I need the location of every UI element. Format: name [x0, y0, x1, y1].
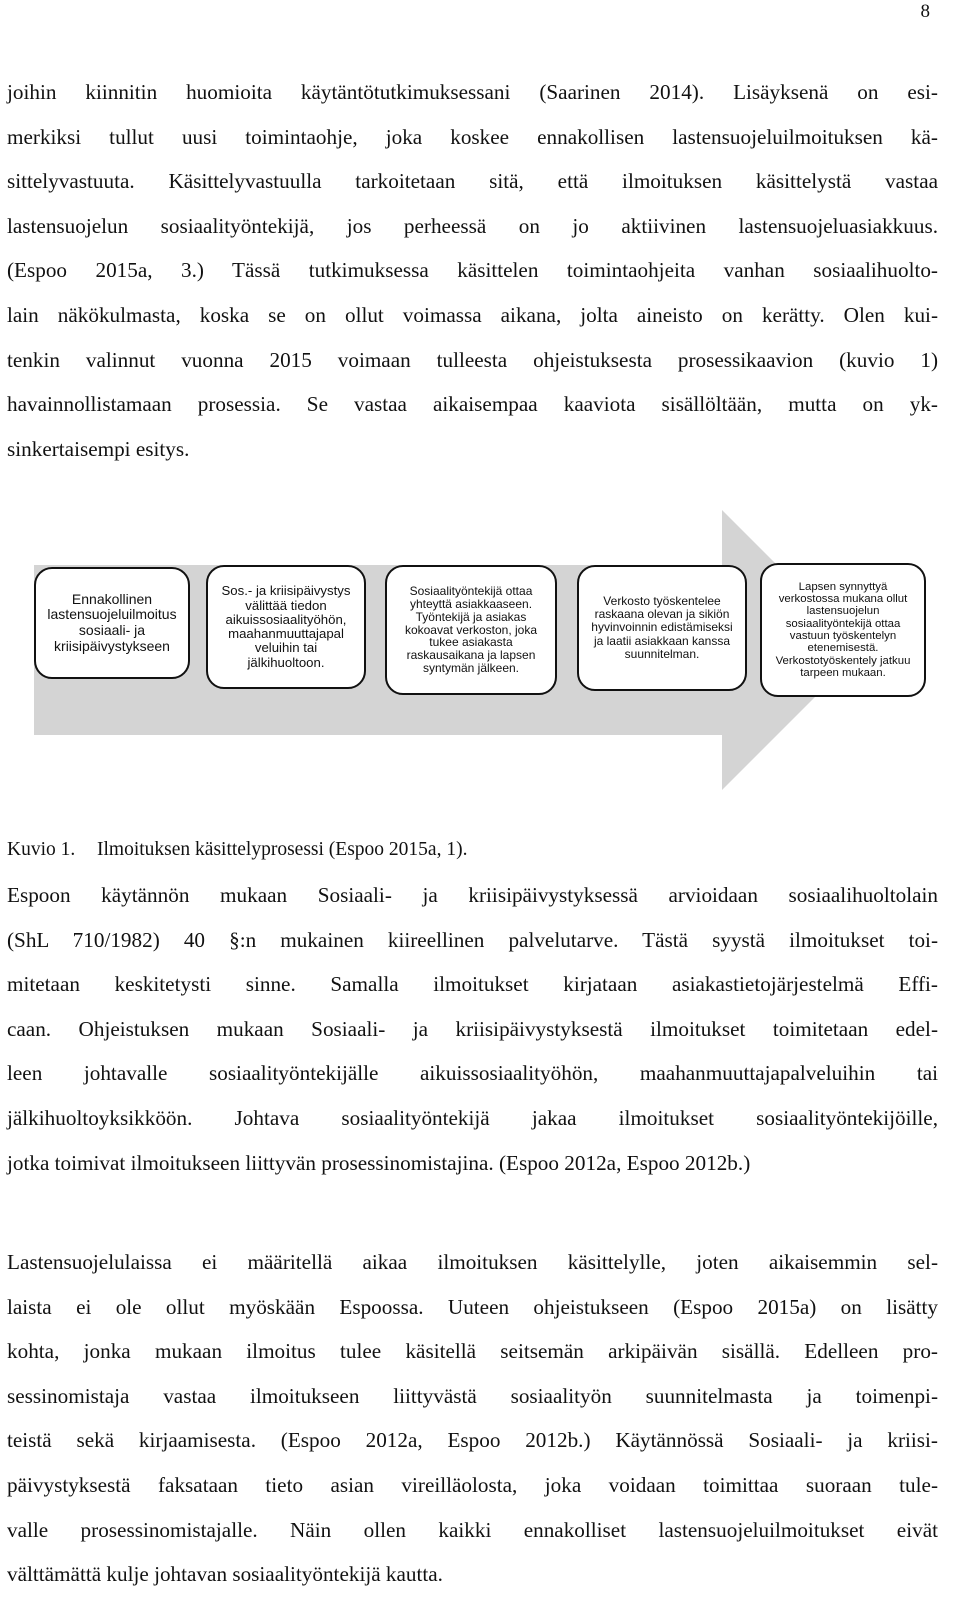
text-line: välttämättä kulje johtavan sosiaalityöntekijä kautta. — [7, 1562, 443, 1587]
text-line: merkiksi tullut uusi toimintaohje, joka koskee ennakollisen lastensuojeluilmoituksen kä- — [7, 124, 938, 149]
process-step-4 — [577, 565, 747, 691]
process-step-1 — [34, 567, 190, 679]
process-diagram — [0, 510, 960, 790]
process-step-1-text: Ennakollinen lastensuojeluilmoitus sosiaali- ja kriisipäivystykseen — [47, 590, 177, 654]
process-step-5-text: Lapsen synnyttyä verkostossa mukana ollut lastensuojelun sosiaalityöntekijä ottaa vastuun työskentelyn etenemisestä. Verkostotyöskentely jatkuu tarpeen mukaan. — [775, 580, 911, 679]
text-line: caan. Ohjeistuksen mukaan Sosiaali- ja kriisipäivystyksestä ilmoitukset toimitetaan edel- — [7, 1016, 938, 1041]
process-step-3 — [385, 565, 557, 695]
figure-caption-label: Kuvio 1. — [7, 839, 76, 860]
process-step-4-text: Verkosto työskentelee raskaana olevan ja sikiön hyvinvoinnin edistämiseksi ja laatii asiakkaan kanssa suunnitelman. — [591, 594, 733, 661]
figure-caption-text: Ilmoituksen käsittelyprosessi (Espoo 2015a, 1). — [97, 839, 468, 860]
text-line: päivystyksestä faksataan tieto asian vireilläolosta, joka voidaan toimittaa suoraan tule- — [7, 1472, 938, 1497]
text-line: havainnollistamaan prosessia. Se vastaa aikaisempaa kaaviota sisällöltään, mutta on yk- — [7, 392, 938, 417]
text-line: lain näkökulmasta, koska se on ollut voimassa aikana, jolta aineisto on kerätty. Olen kui- — [7, 302, 938, 327]
text-line: tenkin valinnut vuonna 2015 voimaan tulleesta ohjeistuksesta prosessikaavion (kuvio 1) — [7, 347, 938, 372]
text-line: Lastensuojelulaissa ei määritellä aikaa ilmoituksen käsittelylle, joten aikaisemmin sel- — [7, 1250, 938, 1274]
process-step-2-text: Sos.- ja kriisipäivystys välittää tiedon aikuissosiaalityöhön, maahanmuuttajapal veluihin tai jälkihuoltoon. — [221, 583, 351, 670]
text-line: (ShL 710/1982) 40 §:n mukainen kiireellinen palvelutarve. Tästä syystä ilmoitukset toi- — [7, 927, 938, 952]
text-line: (Espoo 2015a, 3.) Tässä tutkimuksessa käsittelen toimintaohjeita vanhan sosiaalihuolto- — [7, 258, 938, 283]
text-line: Espoon käytännön mukaan Sosiaali- ja kriisipäivystyksessä arvioidaan sosiaalihuoltolain — [7, 883, 938, 907]
text-line: sessinomistaja vastaa ilmoitukseen liittyvästä sosiaalityön suunnitelmasta ja toimenpi- — [7, 1383, 938, 1408]
page-number: 8 — [920, 1, 930, 22]
paragraph-3 — [7, 1240, 938, 1597]
text-line: sittelyvastuuta. Käsittelyvastuulla tarkoitetaan sitä, että ilmoituksen käsittelystä vastaa — [7, 169, 938, 194]
text-line: sinkertaisempi esitys. — [7, 436, 190, 461]
figure-caption — [7, 838, 467, 862]
text-line: jälkihuoltoyksikköön. Johtava sosiaalityöntekijä jakaa ilmoitukset sosiaalityöntekijöille, — [7, 1105, 938, 1130]
text-line: laista ei ole ollut myöskään Espoossa. Uuteen ohjeistukseen (Espoo 2015a) on lisätty — [7, 1294, 938, 1319]
text-line: jotka toimivat ilmoitukseen liittyvän prosessinomistajina. (Espoo 2012a, Espoo 2012b.) — [7, 1150, 751, 1175]
paragraph-2 — [7, 873, 938, 1185]
text-line: joihin kiinnitin huomioita käytäntötutkimuksessani (Saarinen 2014). Lisäyksenä on esi- — [7, 80, 938, 104]
text-line: mitetaan keskitetysti sinne. Samalla ilmoitukset kirjataan asiakastietojärjestelmä Effi- — [7, 972, 938, 997]
text-line: leen johtavalle sosiaalityöntekijälle aikuissosiaalityöhön, maahanmuuttajapalveluihin tai — [7, 1061, 938, 1086]
process-step-5 — [760, 563, 926, 697]
paragraph-1 — [7, 70, 938, 471]
text-line: lastensuojelun sosiaalityöntekijä, jos perheessä on jo aktiivinen lastensuojeluasiakkuus. — [7, 213, 938, 238]
text-line: teistä sekä kirjaamisesta. (Espoo 2012a, Espoo 2012b.) Käytännössä Sosiaali- ja kriisi- — [7, 1428, 938, 1453]
process-step-3-text: Sosiaalityöntekijä ottaa yhteyttä asiakkaaseen. Työntekijä ja asiakas kokoavat verkoston, joka tukee asiakasta raskausaikana ja lapsen syntymän jälkeen. — [404, 584, 538, 675]
text-line: valle prosessinomistajalle. Näin ollen kaikki ennakolliset lastensuojeluilmoitukset eivät — [7, 1517, 938, 1542]
text-line: kohta, jonka mukaan ilmoitus tulee käsitellä seitsemän arkipäivän sisällä. Edelleen pro- — [7, 1339, 938, 1364]
process-step-2 — [206, 565, 366, 689]
